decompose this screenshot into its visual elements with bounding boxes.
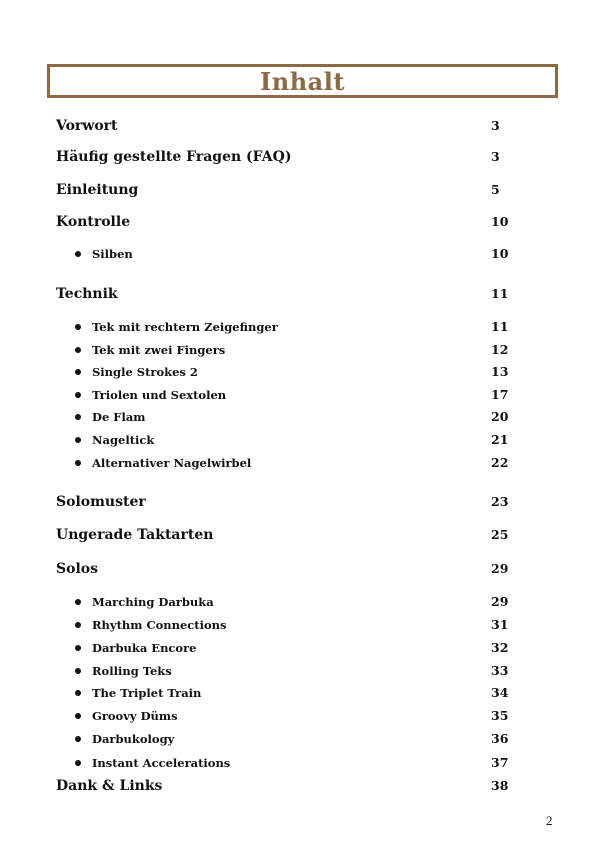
bullet-icon bbox=[75, 668, 81, 674]
toc-entry-label: Darbuka Encore bbox=[92, 641, 197, 655]
bullet-icon bbox=[75, 392, 81, 398]
toc-entry-label: Rolling Teks bbox=[92, 664, 172, 678]
toc-entry-label: Marching Darbuka bbox=[92, 595, 214, 609]
toc-entry-page: 38 bbox=[491, 778, 509, 793]
page-number: 2 bbox=[546, 813, 553, 828]
toc-entry-page: 35 bbox=[491, 708, 509, 723]
bullet-icon bbox=[75, 251, 81, 257]
toc-subentry[interactable] bbox=[0, 453, 610, 473]
bullet-icon bbox=[75, 347, 81, 353]
toc-entry-page: 36 bbox=[491, 731, 509, 746]
toc-entry-page: 20 bbox=[491, 409, 509, 424]
toc-entry-label: Tek mit zwei Fingers bbox=[92, 343, 226, 357]
toc-entry-technik[interactable] bbox=[0, 284, 610, 304]
toc-entry-page: 33 bbox=[491, 663, 509, 678]
bullet-icon bbox=[75, 324, 81, 330]
bullet-icon bbox=[75, 736, 81, 742]
toc-entry-page: 11 bbox=[491, 286, 509, 301]
toc-entry-page: 29 bbox=[491, 594, 509, 609]
bullet-icon bbox=[75, 622, 81, 628]
toc-entry-label: Rhythm Connections bbox=[92, 618, 227, 632]
toc-entry-vorwort[interactable] bbox=[0, 116, 610, 136]
bullet-icon bbox=[75, 369, 81, 375]
toc-entry-label: Tek mit rechtern Zeigefinger bbox=[92, 320, 278, 334]
bullet-icon bbox=[75, 437, 81, 443]
toc-subentry[interactable] bbox=[0, 683, 610, 703]
toc-entry-label: Darbukology bbox=[92, 732, 175, 746]
toc-entry-solos[interactable] bbox=[0, 559, 610, 579]
toc-entry-page: 32 bbox=[491, 640, 509, 655]
toc-entry-page: 3 bbox=[491, 118, 500, 133]
toc-entry-page: 17 bbox=[491, 387, 509, 402]
toc-entry-page: 10 bbox=[491, 214, 509, 229]
toc-entry-kontrolle[interactable] bbox=[0, 212, 610, 232]
toc-entry-page: 29 bbox=[491, 561, 509, 576]
toc-entry-label: Triolen und Sextolen bbox=[92, 388, 227, 402]
toc-entry-page: 22 bbox=[491, 455, 509, 470]
toc-entry-page: 13 bbox=[491, 364, 509, 379]
toc-subentry[interactable] bbox=[0, 430, 610, 450]
toc-entry-label: Dank & Links bbox=[56, 778, 163, 794]
bullet-icon bbox=[75, 599, 81, 605]
toc-entry-label: Solomuster bbox=[56, 494, 146, 510]
toc-entry-label: Einleitung bbox=[56, 182, 139, 198]
bullet-icon bbox=[75, 690, 81, 696]
toc-entry-page: 25 bbox=[491, 527, 509, 542]
toc-entry-label: Technik bbox=[56, 286, 118, 302]
toc-subentry[interactable] bbox=[0, 753, 610, 773]
toc-subentry-silben[interactable] bbox=[0, 244, 610, 264]
toc-subentry[interactable] bbox=[0, 729, 610, 749]
toc-entry-label: Vorwort bbox=[56, 118, 118, 134]
toc-entry-page: 34 bbox=[491, 685, 509, 700]
toc-entry-label: The Triplet Train bbox=[92, 686, 202, 700]
toc-entry-page: 21 bbox=[491, 432, 509, 447]
toc-subentry[interactable] bbox=[0, 407, 610, 427]
title-box bbox=[47, 64, 558, 98]
toc-subentry[interactable] bbox=[0, 661, 610, 681]
bullet-icon bbox=[75, 713, 81, 719]
toc-entry-solomuster[interactable] bbox=[0, 492, 610, 512]
toc-entry-label: Alternativer Nagelwirbel bbox=[92, 456, 252, 470]
toc-entry-label: Solos bbox=[56, 561, 98, 577]
toc-subentry[interactable] bbox=[0, 317, 610, 337]
toc-entry-label: Single Strokes 2 bbox=[92, 365, 198, 379]
toc-entry-label: Instant Accelerations bbox=[92, 756, 231, 770]
toc-entry-page: 31 bbox=[491, 617, 509, 632]
toc-subentry[interactable] bbox=[0, 638, 610, 658]
toc-entry-page: 37 bbox=[491, 755, 509, 770]
toc-subentry[interactable] bbox=[0, 362, 610, 382]
bullet-icon bbox=[75, 414, 81, 420]
toc-subentry[interactable] bbox=[0, 592, 610, 612]
toc-entry-label: De Flam bbox=[92, 410, 146, 424]
toc-entry-page: 11 bbox=[491, 319, 509, 334]
bullet-icon bbox=[75, 760, 81, 766]
toc-entry-page: 10 bbox=[491, 246, 509, 261]
toc-entry-page: 5 bbox=[491, 182, 500, 197]
toc-subentry[interactable] bbox=[0, 385, 610, 405]
toc-entry-label: Silben bbox=[92, 247, 133, 261]
toc-entry-label: Ungerade Taktarten bbox=[56, 527, 214, 543]
toc-entry-dank-links[interactable] bbox=[0, 776, 610, 796]
toc-entry-page: 3 bbox=[491, 149, 500, 164]
page-title: Inhalt bbox=[260, 66, 345, 96]
toc-subentry[interactable] bbox=[0, 615, 610, 635]
toc-entry-ungerade-taktarten[interactable] bbox=[0, 525, 610, 545]
toc-entry-label: Nageltick bbox=[92, 433, 155, 447]
toc-entry-label: Groovy Düms bbox=[92, 709, 178, 723]
toc-subentry[interactable] bbox=[0, 706, 610, 726]
toc-entry-page: 23 bbox=[491, 494, 509, 509]
toc-entry-label: Häufig gestellte Fragen (FAQ) bbox=[56, 149, 292, 165]
toc-entry-label: Kontrolle bbox=[56, 214, 131, 230]
bullet-icon bbox=[75, 460, 81, 466]
toc-subentry[interactable] bbox=[0, 340, 610, 360]
bullet-icon bbox=[75, 645, 81, 651]
toc-entry-einleitung[interactable] bbox=[0, 180, 610, 200]
toc-entry-faq[interactable] bbox=[0, 147, 610, 167]
toc-entry-page: 12 bbox=[491, 342, 509, 357]
